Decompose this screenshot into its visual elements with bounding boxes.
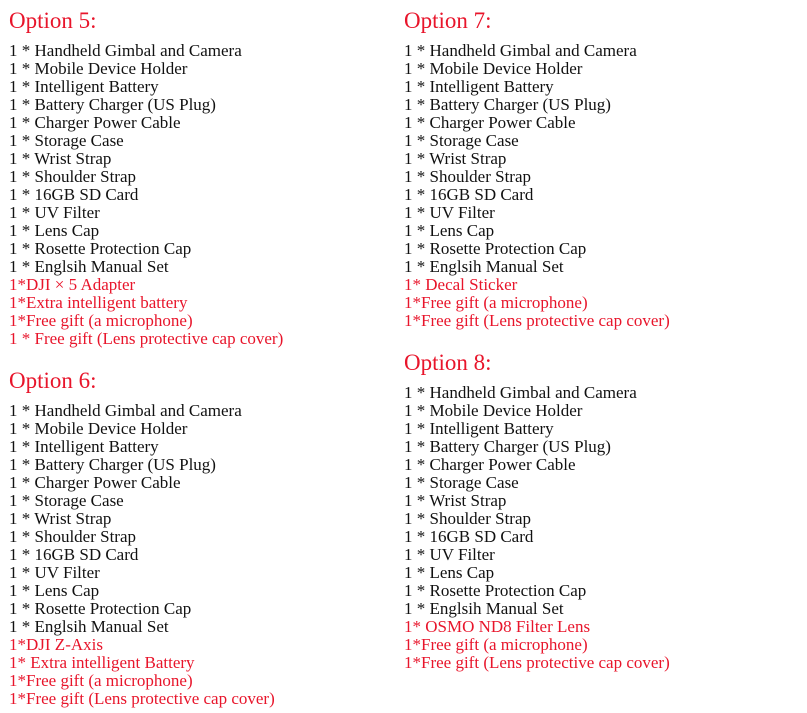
extra-item: 1*Free gift (Lens protective cap cover) bbox=[404, 311, 670, 330]
package-item: 1 * Rosette Protection Cap bbox=[9, 599, 192, 618]
package-contents-list bbox=[404, 384, 670, 672]
package-item: 1 * UV Filter bbox=[9, 563, 100, 582]
package-item: 1 * Shoulder Strap bbox=[404, 509, 532, 528]
package-item: 1 * Storage Case bbox=[404, 131, 519, 150]
extra-item: 1*Free gift (Lens protective cap cover) bbox=[9, 689, 275, 708]
package-item: 1 * Intelligent Battery bbox=[404, 77, 554, 96]
package-item: 1 * Shoulder Strap bbox=[9, 167, 137, 186]
package-item: 1 * Intelligent Battery bbox=[9, 437, 159, 456]
package-item: 1 * Storage Case bbox=[404, 473, 519, 492]
option-8-block bbox=[404, 348, 670, 672]
package-item: 1 * Battery Charger (US Plug) bbox=[9, 95, 216, 114]
extra-item: 1*Free gift (a microphone) bbox=[404, 293, 588, 312]
option-6-block bbox=[9, 366, 275, 708]
package-item: 1 * Mobile Device Holder bbox=[9, 59, 188, 78]
option-title: Option 5: bbox=[9, 8, 97, 33]
package-item: 1 * Charger Power Cable bbox=[404, 113, 576, 132]
extra-item: 1 * Free gift (Lens protective cap cover) bbox=[9, 329, 284, 348]
extra-item: 1*DJI × 5 Adapter bbox=[9, 275, 136, 294]
package-item: 1 * Wrist Strap bbox=[9, 509, 112, 528]
package-item: 1 * 16GB SD Card bbox=[404, 185, 534, 204]
package-item: 1 * Englsih Manual Set bbox=[404, 257, 564, 276]
package-item: 1 * Mobile Device Holder bbox=[9, 419, 188, 438]
extra-item: 1*DJI Z-Axis bbox=[9, 635, 103, 654]
package-item: 1 * Charger Power Cable bbox=[9, 113, 181, 132]
package-item: 1 * Rosette Protection Cap bbox=[404, 239, 587, 258]
package-item: 1 * Lens Cap bbox=[404, 563, 495, 582]
option-7-block bbox=[404, 6, 670, 330]
package-item: 1 * Intelligent Battery bbox=[9, 77, 159, 96]
package-item: 1 * 16GB SD Card bbox=[9, 185, 139, 204]
package-item: 1 * Charger Power Cable bbox=[9, 473, 181, 492]
extra-item: 1* Extra intelligent Battery bbox=[9, 653, 195, 672]
package-item: 1 * Handheld Gimbal and Camera bbox=[404, 41, 637, 60]
package-item: 1 * Battery Charger (US Plug) bbox=[404, 95, 611, 114]
package-item: 1 * UV Filter bbox=[9, 203, 100, 222]
option-title: Option 7: bbox=[404, 8, 492, 33]
package-item: 1 * Handheld Gimbal and Camera bbox=[9, 41, 242, 60]
package-item: 1 * Battery Charger (US Plug) bbox=[9, 455, 216, 474]
package-item: 1 * Mobile Device Holder bbox=[404, 59, 583, 78]
option-title: Option 8: bbox=[404, 350, 492, 375]
package-item: 1 * Lens Cap bbox=[9, 581, 100, 600]
package-item: 1 * Lens Cap bbox=[9, 221, 100, 240]
package-item: 1 * Rosette Protection Cap bbox=[9, 239, 192, 258]
package-item: 1 * 16GB SD Card bbox=[404, 527, 534, 546]
package-item: 1 * Shoulder Strap bbox=[9, 527, 137, 546]
package-item: 1 * Englsih Manual Set bbox=[404, 599, 564, 618]
option-5-block bbox=[9, 6, 283, 348]
extra-item: 1* OSMO ND8 Filter Lens bbox=[404, 617, 591, 636]
package-item: 1 * Handheld Gimbal and Camera bbox=[404, 383, 637, 402]
package-item: 1 * Storage Case bbox=[9, 131, 124, 150]
package-item: 1 * Englsih Manual Set bbox=[9, 257, 169, 276]
package-item: 1 * Mobile Device Holder bbox=[404, 401, 583, 420]
option-title: Option 6: bbox=[9, 368, 97, 393]
package-item: 1 * Shoulder Strap bbox=[404, 167, 532, 186]
package-item: 1 * Rosette Protection Cap bbox=[404, 581, 587, 600]
extra-item: 1*Free gift (a microphone) bbox=[9, 311, 193, 330]
package-item: 1 * Storage Case bbox=[9, 491, 124, 510]
package-item: 1 * UV Filter bbox=[404, 545, 495, 564]
package-contents-list bbox=[9, 402, 275, 708]
package-item: 1 * UV Filter bbox=[404, 203, 495, 222]
package-item: 1 * Wrist Strap bbox=[9, 149, 112, 168]
extra-item: 1*Free gift (a microphone) bbox=[9, 671, 193, 690]
package-item: 1 * Lens Cap bbox=[404, 221, 495, 240]
package-item: 1 * Wrist Strap bbox=[404, 491, 507, 510]
package-contents-list bbox=[404, 42, 670, 330]
package-item: 1 * Charger Power Cable bbox=[404, 455, 576, 474]
package-item: 1 * Battery Charger (US Plug) bbox=[404, 437, 611, 456]
package-item: 1 * Englsih Manual Set bbox=[9, 617, 169, 636]
extra-item: 1*Free gift (a microphone) bbox=[404, 635, 588, 654]
extra-item: 1* Decal Sticker bbox=[404, 275, 518, 294]
package-item: 1 * Wrist Strap bbox=[404, 149, 507, 168]
extra-item: 1*Free gift (Lens protective cap cover) bbox=[404, 653, 670, 672]
package-item: 1 * Intelligent Battery bbox=[404, 419, 554, 438]
package-item: 1 * 16GB SD Card bbox=[9, 545, 139, 564]
package-contents-list bbox=[9, 42, 283, 348]
package-item: 1 * Handheld Gimbal and Camera bbox=[9, 401, 242, 420]
extra-item: 1*Extra intelligent battery bbox=[9, 293, 188, 312]
